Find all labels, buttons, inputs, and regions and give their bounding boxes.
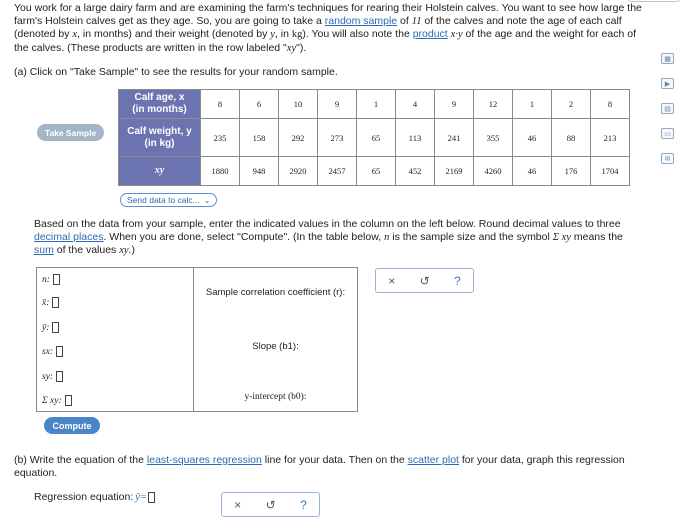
data-cell: 213	[591, 119, 630, 157]
data-cell: 452	[396, 157, 435, 186]
product-row	[119, 157, 630, 186]
table-icon[interactable]: ▤	[661, 103, 674, 114]
age-row-header: Calf age, x (in months)	[119, 90, 201, 119]
sx-input[interactable]	[56, 346, 63, 357]
data-cell: 88	[552, 119, 591, 157]
data-cell: 235	[201, 119, 240, 157]
product-link[interactable]: product	[412, 28, 448, 40]
xbar-label: x̄:	[42, 297, 50, 308]
data-cell: 2	[552, 90, 591, 119]
intro-text: of	[397, 14, 412, 27]
compute-button[interactable]: Compute	[44, 417, 100, 434]
side-toolbar	[661, 53, 677, 178]
data-cell: 65	[357, 119, 396, 157]
scatter-plot-link[interactable]: scatter plot	[407, 454, 459, 466]
sy-row	[42, 371, 63, 382]
n-row	[42, 274, 60, 285]
ybar-row	[42, 322, 59, 333]
sumxy-row	[42, 395, 72, 406]
data-cell: 12	[474, 90, 513, 119]
calculator-icon[interactable]: ▦	[661, 53, 674, 64]
regression-toolbar	[221, 492, 320, 517]
y-variable: y	[270, 29, 275, 40]
ybar-label: ȳ:	[42, 322, 50, 333]
data-cell: 4260	[474, 157, 513, 186]
play-icon[interactable]: ▶	[661, 78, 674, 89]
product-row-header: xy	[119, 157, 201, 186]
random-sample-link[interactable]: random sample	[324, 14, 398, 27]
regression-label: Regression equation:	[34, 491, 134, 503]
data-cell: 4	[396, 90, 435, 119]
clear-icon[interactable]: ×	[388, 273, 396, 288]
clear-icon[interactable]: ×	[234, 497, 242, 512]
intercept-label: y-intercept (b0):	[244, 392, 307, 402]
data-cell: 355	[474, 119, 513, 157]
xbar-input[interactable]	[52, 297, 59, 308]
data-cell: 9	[435, 90, 474, 119]
problem-intro	[14, 2, 644, 55]
yhat-symbol: ŷ=	[135, 491, 147, 503]
data-cell: 113	[396, 119, 435, 157]
book-icon[interactable]: ▭	[661, 128, 674, 139]
sample-data-table	[118, 89, 630, 186]
help-icon[interactable]: ?	[454, 273, 461, 288]
x-variable: x	[72, 29, 78, 40]
data-cell: 2169	[435, 157, 474, 186]
data-cell: 46	[513, 157, 552, 186]
sx-row	[42, 346, 63, 357]
n-label: n:	[42, 274, 50, 285]
help-icon[interactable]: ?	[300, 497, 307, 512]
data-cell: 8	[591, 90, 630, 119]
part-b-prompt: (b) Write the equation of the least-squares regression line for your data. Then on the scatter plot for your data, graph this regression equation.	[14, 454, 625, 479]
data-cell: 273	[318, 119, 357, 157]
correlation-label: Sample correlation coefficient (r):	[205, 287, 346, 298]
least-squares-link[interactable]: least-squares regression	[146, 454, 262, 466]
data-cell: 1	[513, 90, 552, 119]
data-cell: 292	[279, 119, 318, 157]
xbar-row	[42, 297, 59, 308]
data-cell: 1	[357, 90, 396, 119]
weight-row-header: Calf weight, y (in kg)	[119, 119, 201, 157]
undo-icon[interactable]: ↺	[419, 273, 430, 288]
intro-text: ").	[296, 41, 307, 54]
data-cell: 10	[279, 90, 318, 119]
intro-text: , in	[274, 28, 292, 40]
data-cell: 8	[201, 90, 240, 119]
answer-toolbar	[375, 268, 474, 293]
data-cell: 241	[435, 119, 474, 157]
slope-label: Slope (b1):	[252, 341, 299, 352]
regression-equation-row	[34, 491, 155, 503]
decimal-places-link[interactable]: decimal places	[34, 230, 104, 243]
sy-label: sy:	[42, 371, 54, 382]
part-a-prompt: (a) Click on "Take Sample" to see the results for your random sample.	[14, 66, 338, 78]
data-cell: 176	[552, 157, 591, 186]
data-cell: 1880	[201, 157, 240, 186]
n-input[interactable]	[53, 274, 60, 285]
sample-size-value: 11	[411, 15, 422, 27]
mail-icon[interactable]: ✉	[661, 153, 674, 164]
intro-text: ). You will also note the	[302, 28, 413, 40]
send-data-dropdown[interactable]	[120, 193, 217, 207]
data-cell: 9	[318, 90, 357, 119]
ybar-input[interactable]	[52, 322, 59, 333]
weight-row	[119, 119, 630, 157]
take-sample-button[interactable]: Take Sample	[37, 124, 104, 141]
instructions-text: Based on the data from your sample, enter the indicated values in the column on the left below. Round decimal values to three decimal places. When you are done, select "Compute". (In the table below, n is the sample size and the symbol Σ xy means the sum of the values xy.)	[34, 218, 623, 256]
sumxy-input[interactable]	[65, 395, 72, 406]
sx-label: sx:	[42, 346, 54, 357]
data-cell: 2920	[279, 157, 318, 186]
xy-label: xy	[286, 42, 297, 54]
data-cell: 1704	[591, 157, 630, 186]
xy-variable: x·y	[450, 29, 463, 40]
undo-icon[interactable]: ↺	[265, 497, 276, 512]
kg-unit: kg	[291, 29, 303, 40]
output-values-panel	[193, 267, 358, 412]
intro-text: You work for a large dairy farm and are examining the farm's techniques for rearing their Holstein calves. You want to see how large the farm's Holstein calves get as they age. So, you are going to take a	[14, 2, 642, 27]
intro-text: , in months) and their weight (denoted by	[77, 28, 271, 40]
sy-input[interactable]	[56, 371, 63, 382]
data-cell: 948	[240, 157, 279, 186]
sumxy-label: Σ xy:	[42, 395, 62, 406]
data-cell: 65	[357, 157, 396, 186]
data-cell: 2457	[318, 157, 357, 186]
regression-input[interactable]	[148, 492, 155, 503]
input-values-panel	[36, 267, 194, 412]
data-cell: 158	[240, 119, 279, 157]
data-cell: 46	[513, 119, 552, 157]
intro-text: of the age and the weight for each of the calves. (These products are written in the row labeled "	[14, 28, 636, 54]
data-cell: 6	[240, 90, 279, 119]
age-row	[119, 90, 630, 119]
chevron-down-icon: ⌄	[203, 195, 211, 205]
send-data-label: Send data to calc...	[127, 195, 200, 205]
sum-link[interactable]: sum	[34, 244, 54, 256]
intro-text: of the calves and note the age of each calf (denoted by	[14, 14, 622, 40]
